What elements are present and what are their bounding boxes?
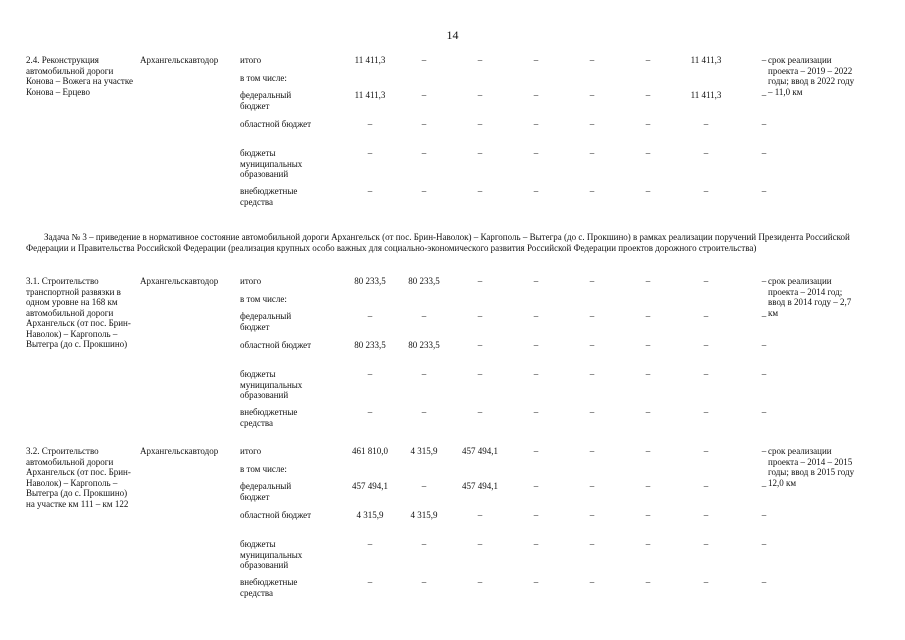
funding-value: – [589,55,595,65]
funding-value: – [761,55,767,65]
entry-note: срок реализации проекта – 2014 – 2015 годы; ввод в 2015 году 12,0 км [768,446,855,488]
funding-value: – [589,577,595,587]
funding-value: – [645,55,651,65]
funding-value: – [645,311,651,321]
funding-value: – [645,481,651,491]
funding-source: бюджеты муниципальных образований [240,539,303,570]
funding-value: – [645,539,651,549]
funding-source: итого [240,55,262,65]
funding-value: – [477,340,483,350]
funding-value: – [703,481,709,491]
funding-value: – [703,276,709,286]
page-number: 14 [446,28,459,42]
funding-value: – [533,148,539,158]
funding-value: – [367,186,373,196]
funding-value: – [477,276,483,286]
funding-value: – [761,510,767,520]
task-3-heading: Задача № 3 – приведение в нормативное состояние автомобильной дороги Архангельск (от пос. Брин-Наволок) – Каргополь – Вытегра (до с. Прокшино) в рамках реализации поручений Президента Российской Федерации и Правительства Российской Федерации (реализация крупных особо важных для социально-экономического развития Российской Федерации проектов дорожного строительства) [26,232,850,253]
funding-value: 11 411,3 [690,90,722,100]
funding-value: – [589,311,595,321]
funding-value: 11 411,3 [690,55,722,65]
funding-value: – [761,539,767,549]
funding-value: – [761,311,767,321]
entry-note: срок реализации проекта – 2019 – 2022 годы; ввод в 2022 году – 11,0 км [768,55,855,97]
funding-value: – [477,407,483,417]
funding-value: – [645,510,651,520]
funding-value: – [645,446,651,456]
funding-source: федеральный бюджет [240,481,292,502]
funding-value: – [589,510,595,520]
funding-source: областной бюджет [240,510,312,520]
funding-value: – [703,577,709,587]
funding-value: – [477,577,483,587]
funding-value: – [645,276,651,286]
funding-value: – [589,369,595,379]
funding-value: – [533,539,539,549]
entry-title: 2.4. Реконструкция автомобильной дороги Конова – Вожега на участке Конова – Ерцево [26,55,133,97]
funding-value: – [589,90,595,100]
funding-value: – [703,148,709,158]
funding-value: – [761,276,767,286]
funding-value: 11 411,3 [354,90,386,100]
funding-value: – [421,481,427,491]
funding-value: – [477,539,483,549]
funding-value: – [533,186,539,196]
funding-source: в том числе: [240,294,287,304]
funding-value: – [367,539,373,549]
entry-executor: Архангельскавтодор [140,446,219,456]
entry-title: 3.1. Строительство транспортной развязки в одном уровне на 168 км автомобильной дороги Архангельск (от пос. Брин-Наволок) – Каргополь – Вытегра (до с. Прокшино) [26,276,131,349]
funding-value: – [477,369,483,379]
funding-source: внебюджетные средства [240,407,298,428]
funding-value: – [761,148,767,158]
funding-value: – [589,539,595,549]
funding-value: – [589,119,595,129]
funding-value: – [533,55,539,65]
funding-row [26,481,876,511]
funding-value: – [421,148,427,158]
funding-value: – [421,369,427,379]
funding-value: – [533,90,539,100]
funding-source: федеральный бюджет [240,90,292,111]
funding-source: в том числе: [240,464,287,474]
funding-value: – [589,481,595,491]
funding-value: – [367,148,373,158]
entry-executor: Архангельскавтодор [140,55,219,65]
funding-value: – [533,311,539,321]
funding-value: – [703,311,709,321]
funding-value: – [421,186,427,196]
funding-value: 457 494,1 [352,481,388,491]
funding-value: 80 233,5 [354,340,386,350]
funding-value: – [421,407,427,417]
funding-row [26,407,876,437]
funding-value: – [589,276,595,286]
entry-title: 3.2. Строительство автомобильной дороги Архангельск (от пос. Брин-Наволок) – Каргополь – Вытегра (до с. Прокшино) на участке км 111 – км 122 [26,446,131,509]
funding-value: – [589,446,595,456]
funding-value: 4 315,9 [410,510,438,520]
funding-source: областной бюджет [240,340,312,350]
funding-value: – [645,90,651,100]
funding-value: – [589,148,595,158]
funding-row [26,369,876,399]
funding-value: – [589,340,595,350]
funding-row [26,340,876,370]
funding-value: – [533,369,539,379]
funding-value: – [761,407,767,417]
funding-value: – [421,577,427,587]
funding-value: – [533,446,539,456]
funding-source: федеральный бюджет [240,311,292,332]
funding-row [26,539,876,569]
funding-source: внебюджетные средства [240,577,298,598]
funding-value: – [645,148,651,158]
funding-value: – [761,446,767,456]
funding-row [26,90,876,120]
funding-value: – [367,407,373,417]
funding-row [26,119,876,149]
funding-value: – [533,407,539,417]
funding-value: – [533,510,539,520]
funding-value: – [703,407,709,417]
funding-source: бюджеты муниципальных образований [240,369,303,400]
funding-value: – [761,90,767,100]
funding-value: – [367,311,373,321]
funding-source: областной бюджет [240,119,312,129]
funding-value: – [703,510,709,520]
funding-value: – [367,577,373,587]
funding-value: – [421,311,427,321]
funding-value: 11 411,3 [354,55,386,65]
funding-value: – [533,119,539,129]
funding-row [26,186,876,216]
funding-value: – [761,369,767,379]
funding-value: 80 233,5 [408,340,440,350]
funding-value: 80 233,5 [354,276,386,286]
entry-executor: Архангельскавтодор [140,276,219,286]
funding-source: бюджеты муниципальных образований [240,148,303,179]
funding-value: – [421,119,427,129]
funding-row [26,510,876,540]
funding-value: – [367,119,373,129]
funding-row [26,148,876,178]
funding-value: 457 494,1 [462,446,498,456]
funding-value: – [703,340,709,350]
funding-value: – [589,186,595,196]
funding-value: – [533,481,539,491]
funding-value: – [645,119,651,129]
funding-value: – [421,55,427,65]
funding-value: – [367,369,373,379]
funding-value: 4 315,9 [356,510,384,520]
funding-value: – [477,510,483,520]
funding-value: – [533,276,539,286]
funding-value: – [703,369,709,379]
funding-source: в том числе: [240,73,287,83]
funding-value: – [421,90,427,100]
funding-value: 461 810,0 [352,446,388,456]
funding-value: – [589,407,595,417]
funding-source: итого [240,276,262,286]
funding-value: – [477,55,483,65]
funding-value: – [477,186,483,196]
funding-value: – [645,340,651,350]
funding-value: – [761,186,767,196]
funding-value: – [477,148,483,158]
funding-value: – [761,119,767,129]
funding-value: – [645,407,651,417]
funding-value: – [761,340,767,350]
funding-value: – [703,186,709,196]
funding-value: – [761,481,767,491]
entry-note: срок реализации проекта – 2014 год; ввод в 2014 году – 2,7 км [768,276,852,318]
funding-value: – [645,369,651,379]
funding-value: – [477,311,483,321]
funding-value: – [761,577,767,587]
funding-row [26,577,876,607]
funding-value: – [533,340,539,350]
funding-value: 4 315,9 [410,446,438,456]
funding-value: – [703,119,709,129]
funding-value: – [645,186,651,196]
funding-value: 80 233,5 [408,276,440,286]
funding-value: – [703,446,709,456]
funding-value: – [533,577,539,587]
funding-value: – [421,539,427,549]
funding-value: – [703,539,709,549]
funding-source: итого [240,446,262,456]
funding-row [26,311,876,341]
funding-value: – [645,577,651,587]
funding-value: – [477,90,483,100]
funding-value: 457 494,1 [462,481,498,491]
funding-value: – [477,119,483,129]
funding-source: внебюджетные средства [240,186,298,207]
